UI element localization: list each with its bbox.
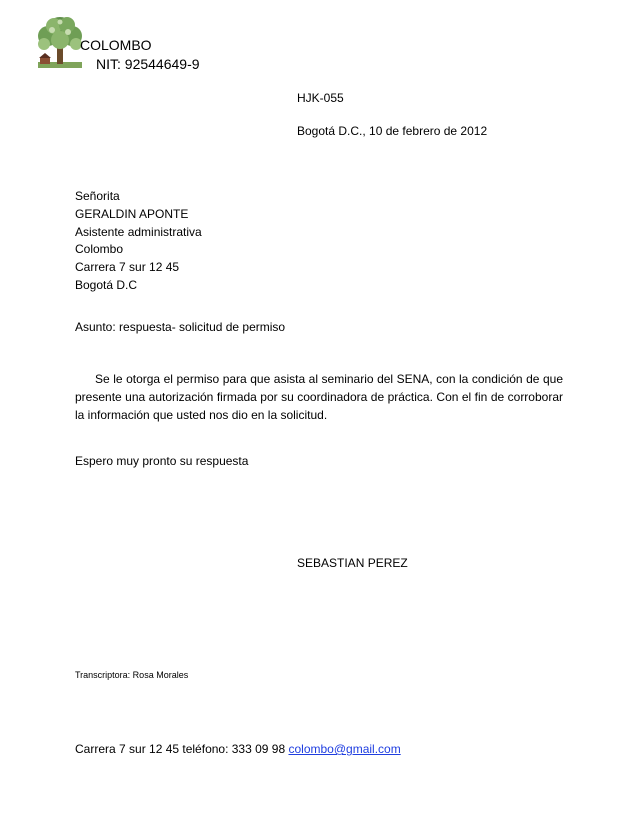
body-paragraph: Se le otorga el permiso para que asista al seminario del SENA, con la condición de que presente una autorización firmada por su coordinadora de práctica. Con el fin de corroborar la información que usted nos dio en la solicitud. [75,372,563,422]
signer-name: SEBASTIAN PEREZ [297,556,408,570]
footer-address-phone: Carrera 7 sur 12 45 teléfono: 333 09 98 [75,742,286,756]
recipient-salutation: Señorita [75,189,120,203]
footer-email-link[interactable]: colombo@gmail.com [288,742,401,756]
recipient-company: Colombo [75,242,124,257]
recipient-block [75,188,202,295]
company-nit: NIT: 92544649-9 [96,56,200,72]
recipient-city: Bogotá D.C [75,277,138,292]
company-name: COLOMBO [80,37,152,53]
subject-line: Asunto: respuesta- solicitud de permiso [75,320,286,334]
reference-code: HJK-055 [297,91,344,105]
recipient-name: GERALDIN APONTE [75,206,189,221]
closing-line: Espero muy pronto su respuesta [75,454,249,468]
footer-contact [75,742,401,756]
date-line: Bogotá D.C., 10 de febrero de 2012 [297,124,488,138]
recipient-address: Carrera 7 sur 12 45 [75,260,180,275]
transcriber-line: Transcriptora: Rosa Morales [75,670,189,680]
recipient-position: Asistente administrativa [75,224,202,239]
